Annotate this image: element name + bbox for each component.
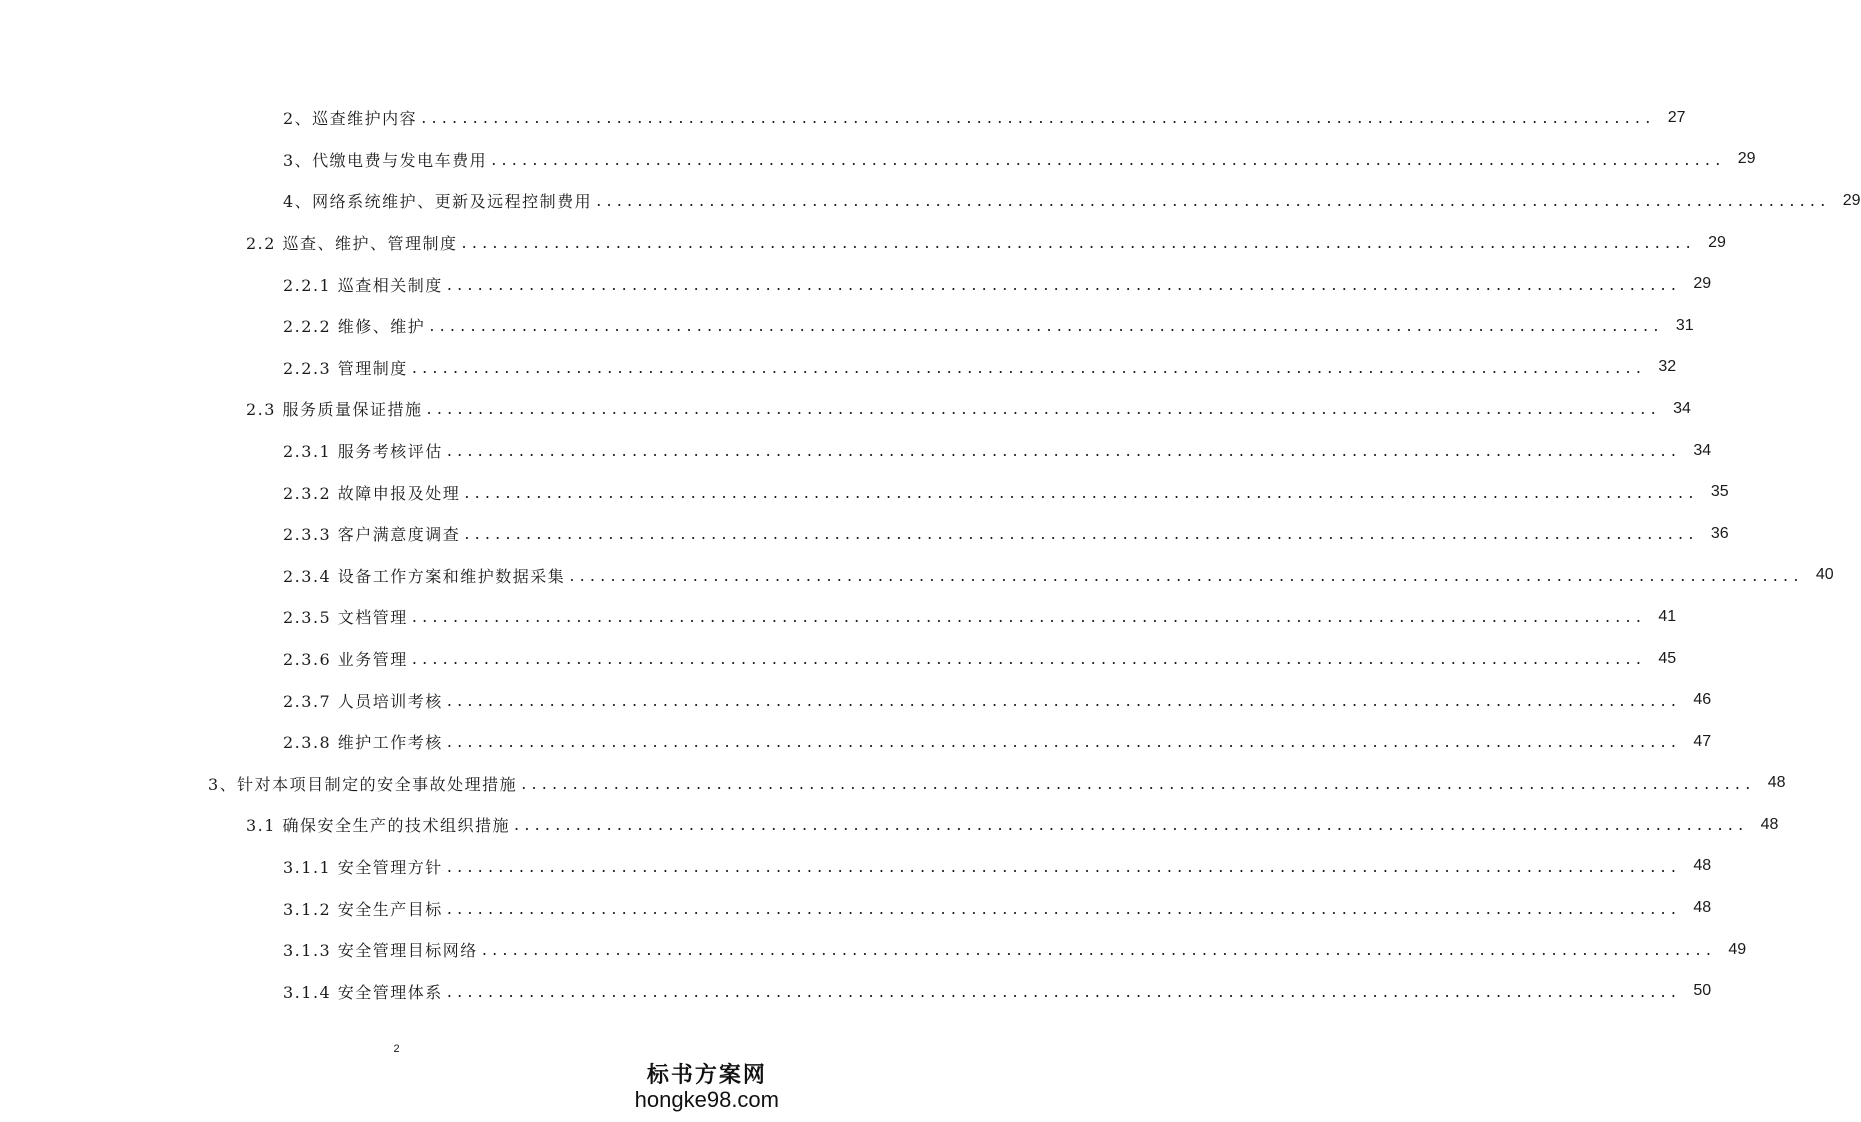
toc-entry[interactable]: [0, 347, 1677, 389]
toc-dot-leader: ........................................................................................................................: [411, 649, 1647, 669]
toc-entry-title: 2.3.2 故障申报及处理: [283, 483, 461, 503]
toc-entry-page: 48: [1767, 774, 1786, 792]
watermark-brand-text: 标书方案网: [646, 1062, 767, 1087]
toc-dot-leader: ........................................................................................................................: [446, 856, 1682, 876]
toc-dot-leader: ........................................................................................................................: [464, 482, 1699, 502]
toc-entry[interactable]: [0, 97, 1686, 139]
toc-entry[interactable]: [0, 638, 1677, 680]
toc-entry-title: 3、代缴电费与发电车费用: [283, 150, 488, 170]
toc-entry[interactable]: [0, 222, 1726, 264]
watermark-url-text: hongke98.com: [634, 1087, 779, 1112]
toc-entry-title: 2.2.2 维修、维护: [283, 317, 426, 337]
toc-dot-leader: ........................................................................................................................: [421, 108, 1656, 128]
toc-entry-title: 2.3.3 客户满意度调查: [283, 525, 461, 545]
toc-dot-leader: ........................................................................................................................: [446, 981, 1682, 1001]
toc-entry-page: 48: [1693, 899, 1712, 917]
toc-entry-page: 41: [1658, 607, 1677, 625]
toc-dot-leader: ........................................................................................................................: [411, 357, 1647, 377]
toc-entry-page: 29: [1842, 191, 1861, 209]
toc-entry-page: 48: [1693, 857, 1712, 875]
toc-entry-page: 36: [1710, 524, 1729, 542]
toc-dot-leader: ........................................................................................................................: [411, 607, 1647, 627]
site-watermark: [635, 1062, 779, 1112]
toc-entry-page: 50: [1693, 982, 1712, 1000]
toc-entry-page: 49: [1728, 940, 1747, 958]
toc-dot-leader: ........................................................................................................................: [461, 233, 1696, 253]
toc-entry-page: 29: [1693, 275, 1712, 293]
toc-entry-page: 48: [1760, 815, 1779, 833]
toc-entry[interactable]: [0, 596, 1677, 638]
toc-entry[interactable]: [0, 679, 1712, 721]
toc-entry[interactable]: [0, 180, 1861, 222]
toc-dot-leader: ........................................................................................................................: [569, 565, 1804, 585]
toc-dot-leader: ........................................................................................................................: [596, 191, 1831, 211]
toc-entry-title: 2.3.8 维护工作考核: [283, 733, 443, 753]
toc-entry[interactable]: [0, 763, 1786, 805]
toc-dot-leader: ........................................................................................................................: [446, 274, 1682, 294]
toc-entry-title: 3.1.1 安全管理方针: [283, 857, 443, 877]
toc-entry-title: 3.1.2 安全生产目标: [283, 899, 443, 919]
toc-entry[interactable]: [0, 555, 1834, 597]
toc-entry-page: 31: [1675, 316, 1694, 334]
toc-entry-page: 45: [1658, 649, 1677, 667]
toc-entry[interactable]: [0, 846, 1712, 888]
toc-entry-title: 2.3.5 文档管理: [283, 608, 408, 628]
toc-entry-page: 47: [1693, 732, 1712, 750]
toc-entry-page: 29: [1708, 233, 1726, 251]
toc-entry-page: 34: [1673, 399, 1691, 417]
toc-entry[interactable]: [0, 887, 1712, 929]
toc-entry-title: 3、针对本项目制定的安全事故处理措施: [208, 774, 518, 794]
toc-dot-leader: ........................................................................................................................: [446, 441, 1682, 461]
toc-entry-title: 2.3.7 人员培训考核: [283, 691, 443, 711]
toc-dot-leader: ........................................................................................................................: [426, 399, 1661, 419]
toc-dot-leader: ........................................................................................................................: [446, 690, 1682, 710]
toc-dot-leader: ........................................................................................................................: [481, 940, 1717, 960]
toc-entry[interactable]: [0, 513, 1729, 555]
toc-entry-title: 2.2.1 巡查相关制度: [283, 275, 443, 295]
toc-entry-title: 2、巡查维护内容: [283, 109, 418, 129]
toc-entry[interactable]: [0, 471, 1729, 513]
toc-entry-title: 2.3.6 业务管理: [283, 650, 408, 670]
toc-entry-title: 2.2.3 管理制度: [283, 358, 408, 378]
toc-entry[interactable]: [0, 970, 1712, 1012]
toc-entry[interactable]: [0, 388, 1691, 430]
toc-dot-leader: ........................................................................................................................: [514, 815, 1749, 835]
toc-entry[interactable]: [0, 263, 1712, 305]
toc-entry-page: 29: [1737, 150, 1756, 168]
toc-entry[interactable]: [0, 305, 1694, 347]
toc-entry[interactable]: [0, 929, 1747, 971]
toc-entry-page: 35: [1710, 483, 1729, 501]
page-number: 2: [393, 1043, 400, 1055]
toc-dot-leader: ........................................................................................................................: [446, 732, 1682, 752]
table-of-contents: [0, 97, 1861, 1012]
toc-entry[interactable]: [0, 139, 1756, 181]
toc-entry[interactable]: [0, 430, 1712, 472]
toc-entry[interactable]: [0, 721, 1712, 763]
toc-entry-page: 46: [1693, 691, 1712, 709]
toc-entry-title: 3.1.3 安全管理目标网络: [283, 941, 478, 961]
toc-entry-title: 3.1.4 安全管理体系: [283, 982, 443, 1002]
toc-entry-page: 27: [1667, 108, 1686, 126]
toc-entry-title: 2.3.4 设备工作方案和维护数据采集: [283, 566, 566, 586]
toc-dot-leader: ........................................................................................................................: [464, 524, 1699, 544]
toc-dot-leader: ........................................................................................................................: [521, 773, 1756, 793]
toc-entry-title: 4、网络系统维护、更新及远程控制费用: [283, 192, 593, 212]
toc-entry-title: 2.3.1 服务考核评估: [283, 442, 443, 462]
toc-entry-title: 2.2 巡查、维护、管理制度: [246, 234, 458, 254]
toc-entry-page: 32: [1658, 358, 1677, 376]
toc-entry[interactable]: [0, 804, 1779, 846]
toc-entry-page: 40: [1815, 566, 1834, 584]
toc-entry-title: 3.1 确保安全生产的技术组织措施: [246, 816, 511, 836]
toc-dot-leader: ........................................................................................................................: [429, 316, 1664, 336]
toc-dot-leader: ........................................................................................................................: [491, 149, 1726, 169]
toc-entry-title: 2.3 服务质量保证措施: [246, 400, 423, 420]
toc-dot-leader: ........................................................................................................................: [446, 898, 1682, 918]
toc-entry-page: 34: [1693, 441, 1712, 459]
